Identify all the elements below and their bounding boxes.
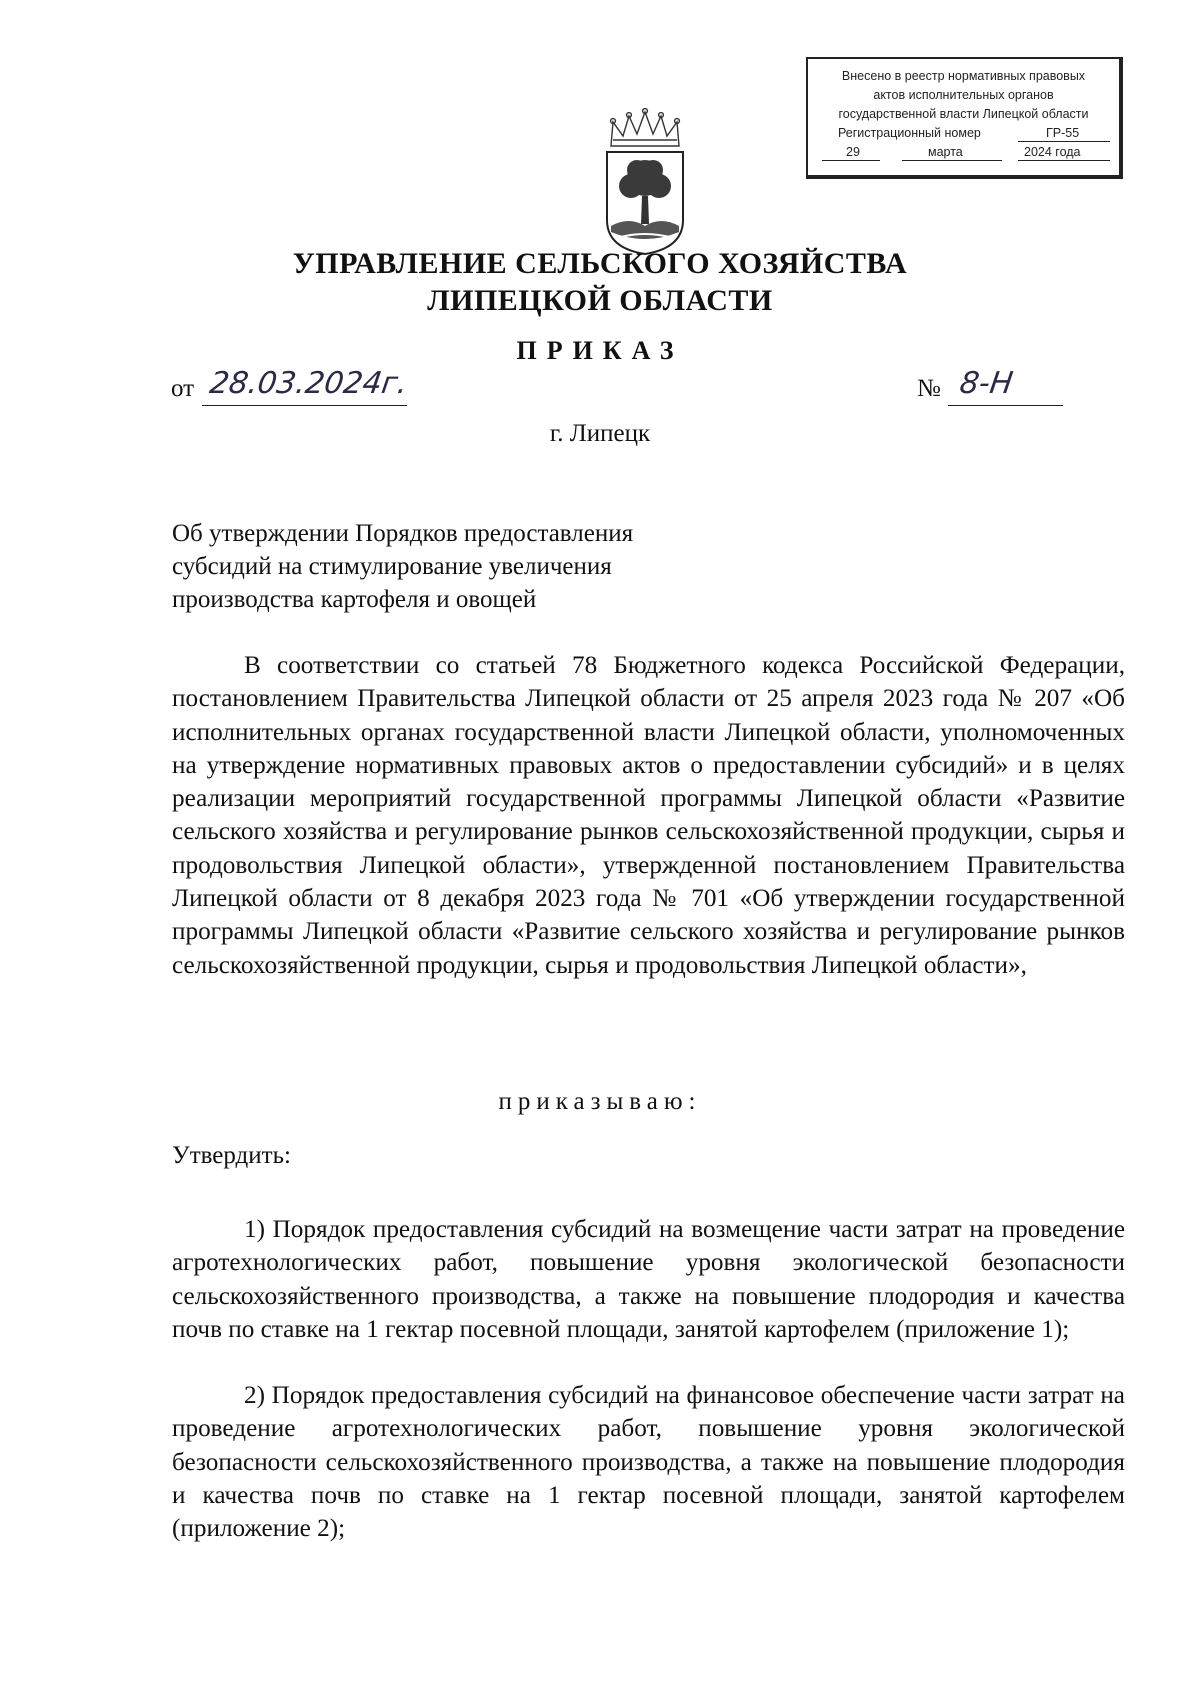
org-title-line1: УПРАВЛЕНИЕ СЕЛЬСКОГО ХОЗЯЙСТВА bbox=[292, 247, 908, 280]
number-label: № bbox=[917, 375, 941, 402]
registry-month-underline bbox=[902, 160, 1002, 161]
document-type-heading: ПРИКАЗ bbox=[516, 336, 684, 365]
registry-year-underline bbox=[1018, 160, 1110, 161]
approve-label: Утвердить: bbox=[172, 1142, 291, 1169]
number-underline bbox=[948, 405, 1063, 406]
registry-day-underline bbox=[822, 160, 880, 161]
registry-date-year: 2024 года bbox=[1024, 145, 1081, 159]
order-item-1: 1) Порядок предоставления субсидий на возмещение части затрат на проведение агротехнологических работ, повышение уровня экологической безопасности сельскохозяйственного производства, а также на повышение плодородия и качества почв по ставке на 1 гектар посевной площади, занятой картофелем (приложение 1); bbox=[172, 1216, 1125, 1343]
registry-stamp bbox=[806, 57, 1123, 179]
registry-stamp-line1: Внесено в реестр нормативных правовых bbox=[841, 69, 1086, 83]
lipetsk-coat-of-arms-icon bbox=[601, 108, 689, 256]
date-label: от bbox=[171, 375, 195, 402]
registry-stamp-line2: актов исполнительных органов bbox=[873, 88, 1054, 102]
handwritten-date: 28.03.2024г. bbox=[207, 366, 410, 401]
city-line: г. Липецк bbox=[549, 420, 651, 447]
registry-number-row bbox=[808, 124, 1119, 143]
registry-date-day: 29 bbox=[846, 145, 860, 159]
registry-number-value: ГР-55 bbox=[1046, 126, 1080, 140]
order-item-2: 2) Порядок предоставления субсидий на финансовое обеспечение части затрат на проведение агротехнологических работ, повышение уровня экологической безопасности сельскохозяйственного производства, а также на повышение плодородия и качества почв по ставке на 1 гектар посевной площади, занятой картофелем (приложение 2); bbox=[172, 1382, 1125, 1543]
order-subject: Об утверждении Порядков предоставления субсидий на стимулирование увеличения производства картофеля и овощей bbox=[172, 520, 634, 613]
preamble-paragraph: В соответствии со статьей 78 Бюджетного кодекса Российской Федерации, постановлением Правительства Липецкой области от 25 апреля 2023 года № 207 «Об исполнительных органах государственной власти Липецкой области, уполномоченных на утверждение нормативных правовых актов о предоставлении субсидий» и в целях реализации мероприятий государственной программы Липецкой области «Развитие сельского хозяйства и регулирование рынков сельскохозяйственной продукции, сырья и продовольствия Липецкой области», утвержденной постановлением Правительства Липецкой области от 8 декабря 2023 года № 701 «Об утверждении государственной программы Липецкой области «Развитие сельского хозяйства и регулирование рынков сельскохозяйственной продукции, сырья и продовольствия Липецкой области», bbox=[172, 652, 1125, 979]
handwritten-number: 8-Н bbox=[957, 366, 1015, 401]
date-underline bbox=[202, 405, 407, 406]
registry-date-row bbox=[808, 143, 1119, 162]
org-title-line2: ЛИПЕЦКОЙ ОБЛАСТИ bbox=[427, 284, 773, 317]
registry-stamp-line3: государственной власти Липецкой области bbox=[838, 107, 1089, 121]
registry-number-underline bbox=[1018, 141, 1110, 142]
registry-number-label: Регистрационный номер bbox=[838, 126, 981, 140]
registry-date-month: марта bbox=[928, 145, 963, 159]
order-word: приказываю: bbox=[498, 1088, 702, 1115]
